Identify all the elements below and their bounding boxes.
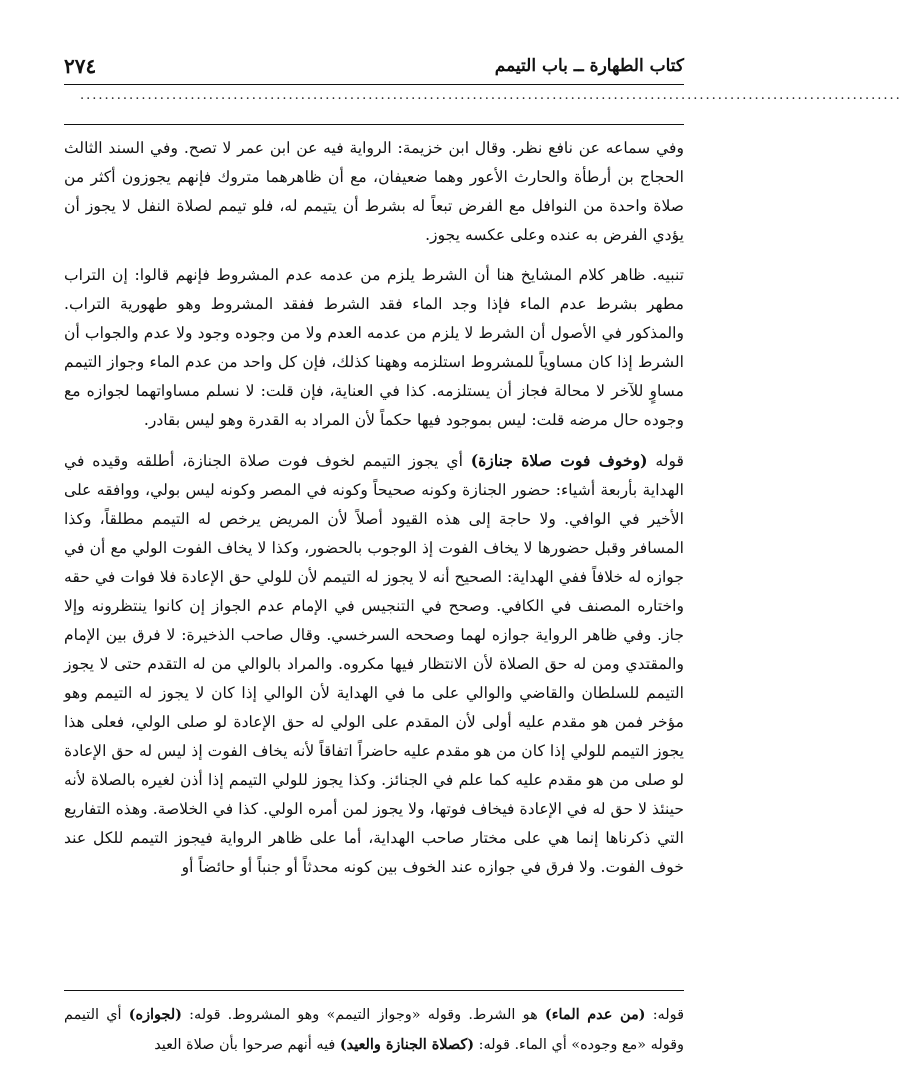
footnote-segment: قوله:	[645, 1007, 684, 1023]
page-header	[64, 50, 684, 85]
paragraph-text: قوله	[647, 452, 684, 470]
footnote-segment: هو الشرط. وقوله «وجواز التيمم» وهو المشروط. قوله:	[181, 1007, 545, 1023]
header-rule	[64, 124, 684, 125]
paragraph-tanbih	[64, 261, 684, 435]
footnote-quote: (كصلاة الجنازة والعيد)	[339, 1036, 475, 1053]
footnote-quote: (من عدم الماء)	[544, 1006, 646, 1023]
page-number: ٢٧٤	[64, 54, 97, 78]
main-text	[64, 134, 684, 882]
footnote-segment: فيه أنهم صرحوا بأن صلاة العيد	[154, 1037, 340, 1053]
dot-leader: ......................................................................................................................................	[80, 88, 902, 103]
footnote-rule	[64, 990, 684, 991]
matn-quote: (وخوف فوت صلاة جنازة)	[470, 451, 648, 470]
paragraph-text: تنبيه. ظاهر كلام المشايخ هنا أن الشرط يلزم من عدمه عدم المشروط فإنهم قالوا: إن التراب مطهر بشرط عدم الماء فإذا وجد الماء فقد الشرط ففقد المشروط وهو طهورية التراب. والمذكور في الأصول أن الشرط لا يلزم من عدمه العدم ولا من وجوده وجود ولا عدم والجواب أن الشرط إذا كان مساوياً للمشروط استلزمه وههنا كذلك، فإن كل واحد من عدم الماء وجواز التيمم مساوٍ للآخر لا محالة فجاز أن يستلزمه. كذا في العناية، فإن قلت: لا نسلم مساواتهما لجوازه مع وجوده حال مرضه قلت: ليس بموجود فيها حكماً لأن المراد به القدرة وهو ليس بقادر.	[64, 266, 684, 429]
paragraph-text: وفي سماعه عن نافع نظر. وقال ابن خزيمة: الرواية فيه عن ابن عمر لا تصح. وفي السند الثالث الحجاج بن أرطأة والحارث الأعور وهما ضعيفان، مع أن ظاهرهما متروك فإنهم يجوزون أكثر من صلاة واحدة من النوافل مع الفرض تبعاً له بشرط أن يتيمم له، فلو تيمم لصلاة النفل لا يجوز أن يؤدي الفرض به عنده وعلى عكسه يجوز.	[64, 139, 684, 244]
footnote-quote: (لجوازه)	[128, 1006, 182, 1023]
footnote-segment: أي التيمم وقوله «مع وجوده» أي الماء. قوله:	[64, 1007, 684, 1053]
footnote-text	[64, 1000, 684, 1060]
footnote	[64, 1000, 684, 1060]
running-title: كتاب الطهارة ــ باب التيمم	[494, 56, 684, 76]
paragraph-sanad	[64, 134, 684, 250]
paragraph-text: أي يجوز التيمم لخوف فوت صلاة الجنازة، أطلقه وقيده في الهداية بأربعة أشياء: حضور الجنازة وكونه صحيحاً وكونه في المصر وكونه ليس بولي، ووافقه على الأخير في الوافي. ولا حاجة إلى هذه القيود أصلاً لأن المريض يرخص له التيمم مطلقاً، وكذا المسافر وقبل حضورها لا يخاف الفوت إذ الوجوب بالحضور، وكذا لا يخاف الفوت الولي مع أن في جوازه له خلافاً ففي الهداية: الصحيح أنه لا يجوز له التيمم لأن للولي حق الإعادة فلا فوات في حقه واختاره المصنف في الكافي. وصحح في التنجيس في الإمام عدم الجواز إن كانوا ينتظرونه وإلا جاز. وفي ظاهر الرواية جوازه لهما وصححه السرخسي. وقال صاحب الذخيرة: لا فرق بين الإمام والمقتدي ومن له حق الصلاة لأن الانتظار فيها مكروه. والمراد بالوالي من له التقدم حتى لا يجوز التيمم للسلطان والقاضي والوالي على ما في الهداية لأن الوالي إذا كان لا يجوز له التيمم وهو مؤخر فمن هو مقدم عليه أولى لأن المقدم على الولي له حق الإعادة لو صلى الولي، فعلى هذا يجوز التيمم للولي إذا كان من هو مقدم عليه حاضراً اتفاقاً لأنه يخاف الفوت إذ ليس له حق الإعادة لو صلى من هو مقدم عليه كما علم في الجنائز. وكذا يجوز للولي التيمم إذا أذن لغيره بالصلاة لأنه حينئذ لا حق له في الإعادة فيخاف فوتها، ولا يجوز لمن أمره الولي. كذا في الخلاصة. وهذه التفاريع التي ذكرناها إنما هي على مختار صاحب الهداية، أما على ظاهر الرواية فيجوز التيمم للكل عند خوف الفوت. ولا فرق في جوازه عند الخوف بين كونه محدثاً أو جنباً أو حائضاً أو	[64, 452, 684, 876]
paragraph-janaza	[64, 446, 684, 882]
